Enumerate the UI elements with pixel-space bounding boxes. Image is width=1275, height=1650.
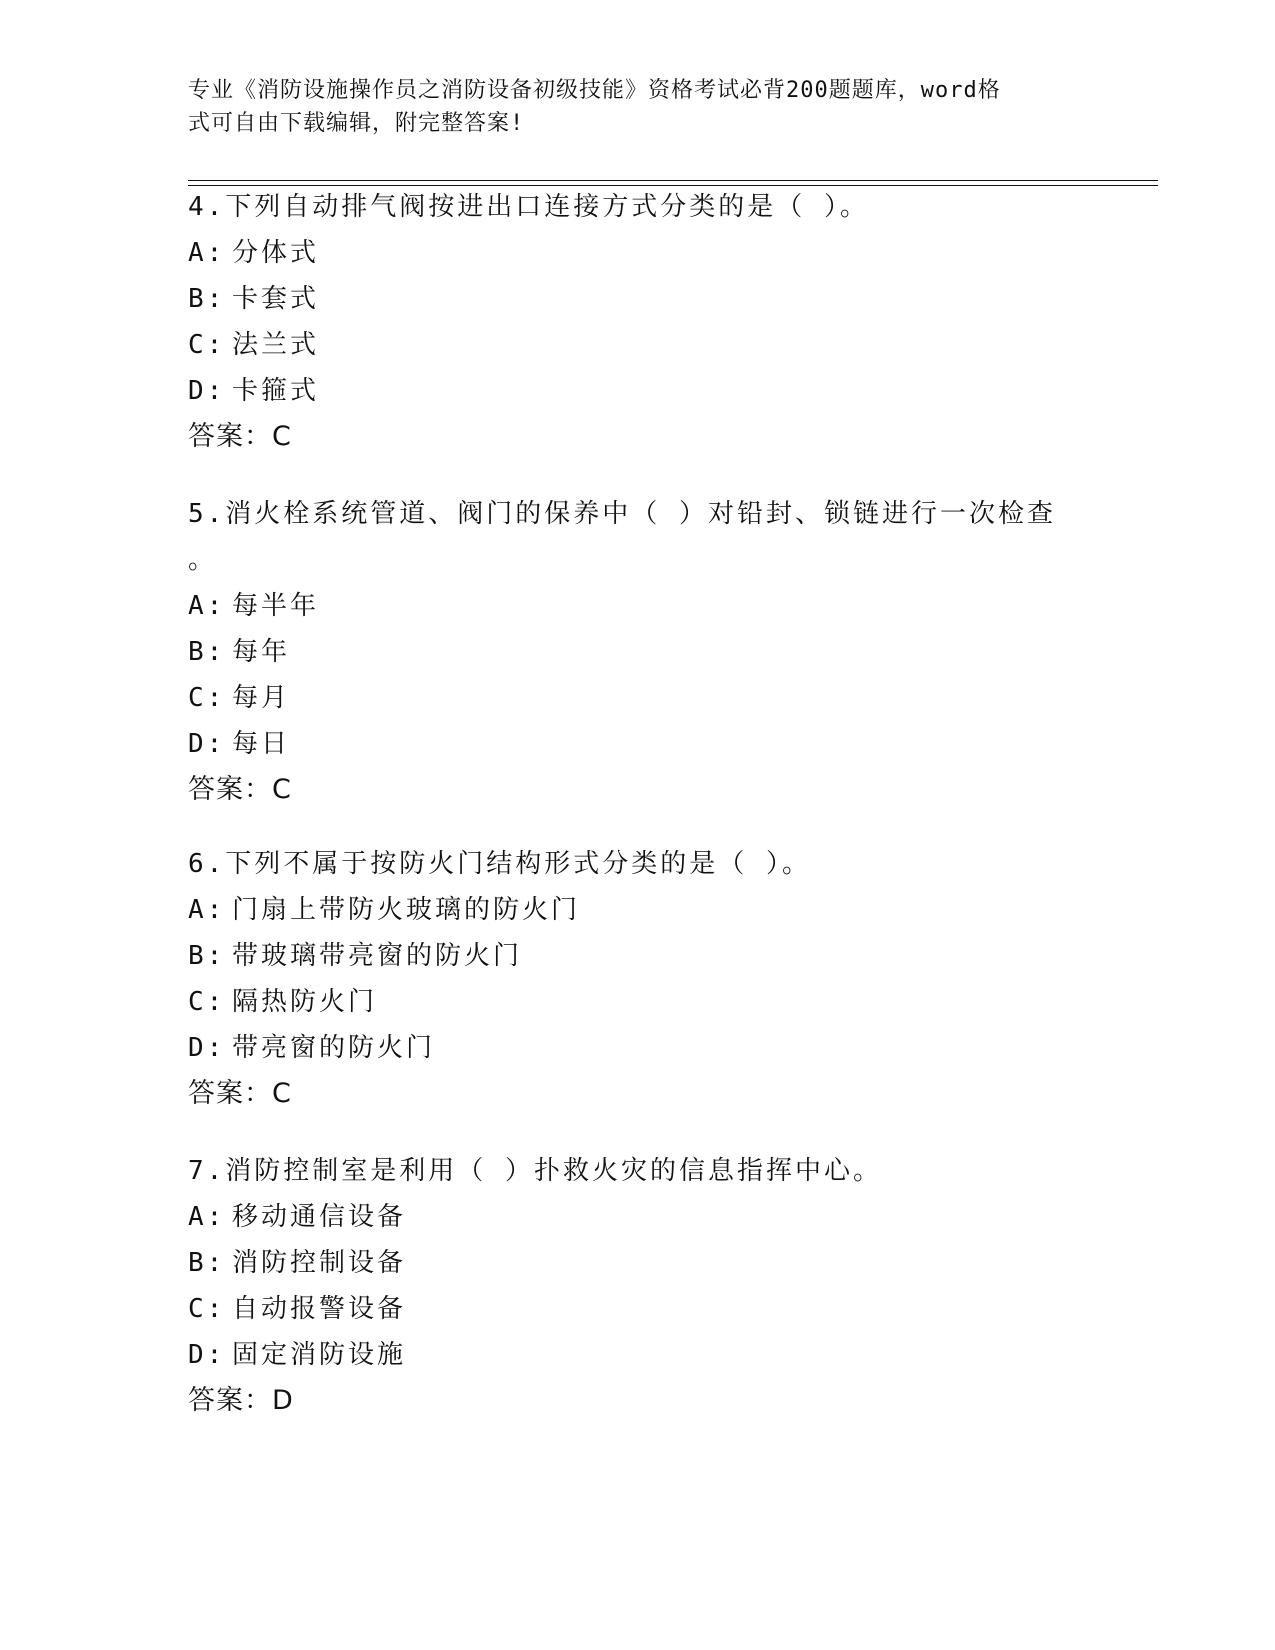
option-c bbox=[188, 1286, 1088, 1332]
option-d bbox=[188, 1025, 1088, 1071]
question-block-7 bbox=[188, 1148, 1088, 1424]
option-letter: B: bbox=[188, 284, 226, 314]
option-text: 每半年 bbox=[232, 591, 320, 621]
option-letter: D: bbox=[188, 1340, 226, 1370]
option-letter: D: bbox=[188, 729, 226, 759]
option-d bbox=[188, 1332, 1088, 1378]
option-text: 自动报警设备 bbox=[232, 1294, 407, 1324]
answer-line: 答案：C bbox=[188, 774, 292, 805]
option-letter: A: bbox=[188, 238, 226, 268]
option-letter: B: bbox=[188, 941, 226, 971]
header-line-1: 专业《消防设施操作员之消防设备初级技能》资格考试必背200题题库，word格 bbox=[188, 78, 1001, 103]
question-stem: 6.下列不属于按防火门结构形式分类的是（ ）。 bbox=[188, 849, 811, 879]
question-stem-tail: 。 bbox=[188, 545, 218, 575]
option-text: 门扇上带防火玻璃的防火门 bbox=[232, 895, 581, 925]
option-text: 固定消防设施 bbox=[232, 1340, 407, 1370]
option-c bbox=[188, 979, 1088, 1025]
question-block-5 bbox=[188, 491, 1088, 813]
option-a bbox=[188, 583, 1088, 629]
option-text: 法兰式 bbox=[232, 330, 320, 360]
answer-line: 答案：D bbox=[188, 1385, 294, 1416]
option-d bbox=[188, 721, 1088, 767]
option-letter: A: bbox=[188, 1202, 226, 1232]
header-line-2: 式可自由下载编辑，附完整答案! bbox=[188, 111, 525, 136]
option-letter: C: bbox=[188, 987, 226, 1017]
option-letter: B: bbox=[188, 637, 226, 667]
option-text: 分体式 bbox=[232, 238, 320, 268]
option-letter: A: bbox=[188, 591, 226, 621]
question-block-4 bbox=[188, 184, 1088, 460]
option-letter: C: bbox=[188, 683, 226, 713]
option-text: 移动通信设备 bbox=[232, 1202, 407, 1232]
question-block-6 bbox=[188, 841, 1088, 1117]
option-text: 带玻璃带亮窗的防火门 bbox=[232, 941, 523, 971]
option-b bbox=[188, 276, 1088, 322]
option-c bbox=[188, 322, 1088, 368]
option-text: 消防控制设备 bbox=[232, 1248, 407, 1278]
option-text: 每月 bbox=[232, 683, 291, 713]
option-text: 卡箍式 bbox=[232, 376, 320, 406]
option-letter: B: bbox=[188, 1248, 226, 1278]
option-letter: D: bbox=[188, 376, 226, 406]
option-text: 每日 bbox=[232, 729, 291, 759]
option-c bbox=[188, 675, 1088, 721]
question-stem: 5.消火栓系统管道、阀门的保养中（ ）对铅封、锁链进行一次检查 bbox=[188, 499, 1056, 529]
option-b bbox=[188, 933, 1088, 979]
option-d bbox=[188, 368, 1088, 414]
option-a bbox=[188, 1194, 1088, 1240]
option-letter: D: bbox=[188, 1033, 226, 1063]
option-b bbox=[188, 629, 1088, 675]
question-stem: 4.下列自动排气阀按进出口连接方式分类的是（ ）。 bbox=[188, 192, 869, 222]
option-text: 带亮窗的防火门 bbox=[232, 1033, 436, 1063]
option-a bbox=[188, 887, 1088, 933]
option-letter: C: bbox=[188, 1294, 226, 1324]
option-text: 隔热防火门 bbox=[232, 987, 378, 1017]
document-header bbox=[188, 74, 1068, 140]
option-letter: C: bbox=[188, 330, 226, 360]
option-b bbox=[188, 1240, 1088, 1286]
question-stem: 7.消防控制室是利用（ ）扑救火灾的信息指挥中心。 bbox=[188, 1156, 882, 1186]
answer-line: 答案：C bbox=[188, 421, 292, 452]
header-divider-top bbox=[188, 180, 1158, 181]
option-a bbox=[188, 230, 1088, 276]
option-text: 卡套式 bbox=[232, 284, 320, 314]
option-letter: A: bbox=[188, 895, 226, 925]
answer-line: 答案：C bbox=[188, 1078, 292, 1109]
option-text: 每年 bbox=[232, 637, 291, 667]
